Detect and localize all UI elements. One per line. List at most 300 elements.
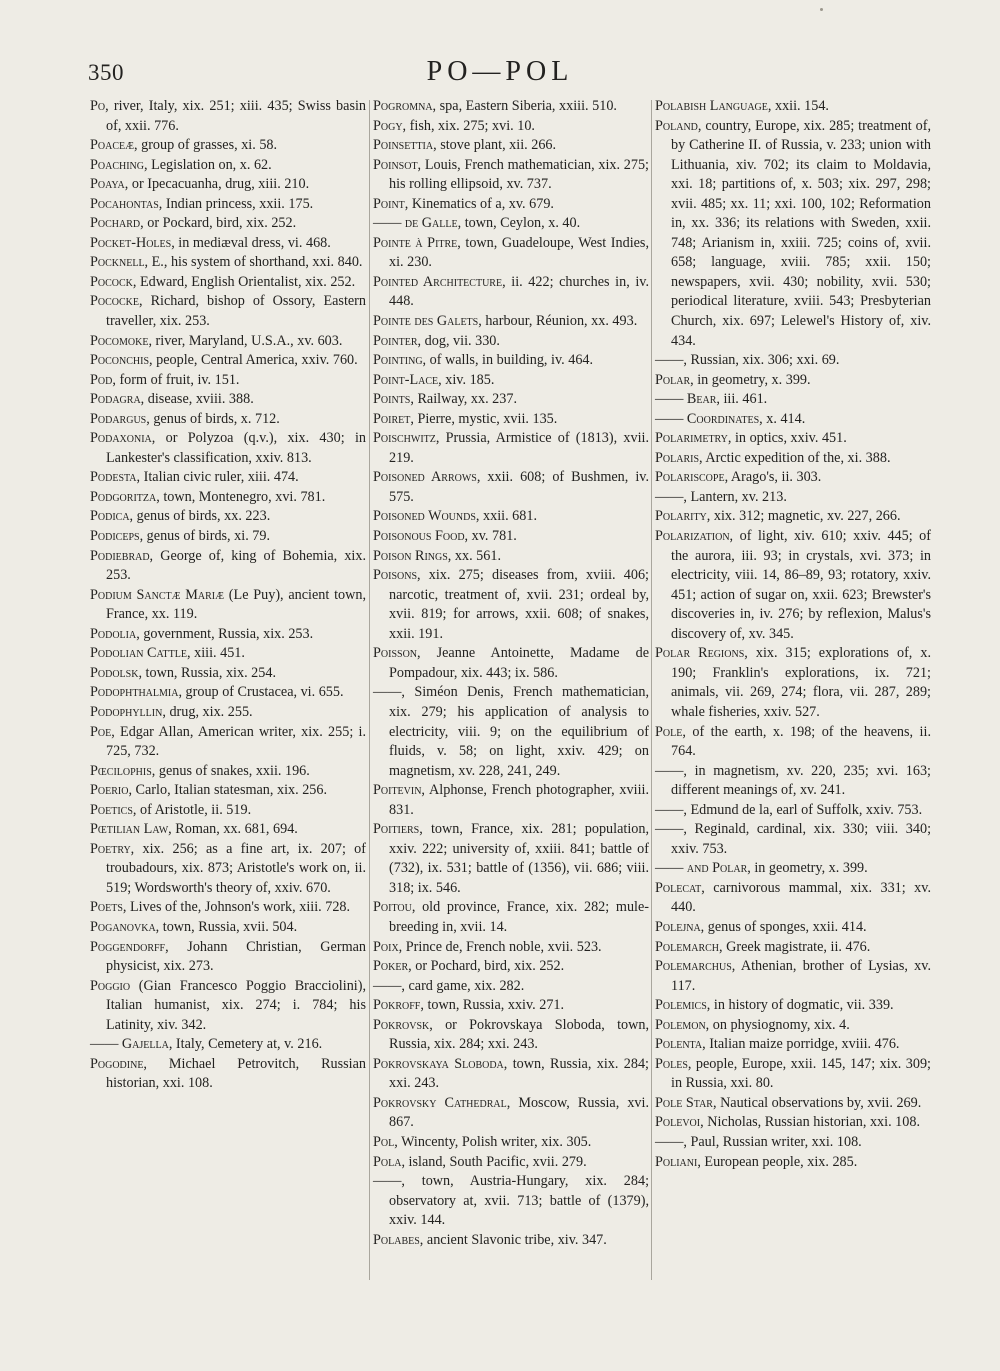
entry-references: town, Guadeloupe, West Indies, xi. 230. <box>389 234 650 271</box>
entry-references: people, Europe, xxii. 145, 147; xix. 309; in Russia, xxi. 80. <box>671 1055 932 1092</box>
index-entry <box>90 547 366 586</box>
running-head: PO—POL <box>426 56 574 87</box>
index-entry <box>655 351 931 371</box>
entry-headword: ——, <box>655 1133 687 1150</box>
entry-headword: —— Coordinates, <box>655 410 763 427</box>
entry-headword: Pointe des Galets, <box>373 313 482 330</box>
entry-references: fish, xix. 275; xvi. 10. <box>409 117 535 134</box>
entry-references: Prince de, French noble, xvii. 523. <box>405 938 602 955</box>
entry-references: in mediæval dress, vi. 468. <box>178 234 331 251</box>
entry-references: drug, xix. 255. <box>169 703 253 720</box>
entry-references: (Gian Francesco Poggio Bracciolini), Italian humanist, xix. 274; i. 784; his Latinity, xiv. 342. <box>106 977 366 1033</box>
entry-references: in geometry, x. 399. <box>754 860 868 877</box>
entry-headword: Podophthalmia, <box>90 684 182 701</box>
index-column-right <box>655 97 931 1337</box>
entry-references: Railway, xx. 237. <box>417 391 517 408</box>
index-entry <box>90 703 366 723</box>
entry-references: in history of dogmatic, vii. 339. <box>713 997 894 1014</box>
entry-headword: Poisson, <box>373 645 421 662</box>
entry-references: people, Central America, xxiv. 760. <box>156 352 358 369</box>
index-entry <box>90 898 366 918</box>
entry-references: dog, vii. 330. <box>424 332 500 349</box>
entry-headword: ——, <box>655 762 687 779</box>
index-entry <box>655 801 931 821</box>
entry-references: xix. 275; diseases from, xviii. 406; narcotic, treatment of, xvii. 231; ordeal by, xvii. 819; for arrows, xxii. 608; of snakes, xxii. 191. <box>389 567 649 642</box>
entry-headword: Poker, <box>373 958 412 975</box>
entry-headword: Poitevin, <box>373 782 425 799</box>
index-entry <box>655 879 931 918</box>
index-entry <box>373 1094 649 1133</box>
entry-headword: Podolia, <box>90 625 140 642</box>
entry-references: Indian princess, xxii. 175. <box>165 195 314 212</box>
entry-references: Jeanne Antoinette, Madame de Pompadour, xix. 443; ix. 586. <box>389 645 650 681</box>
index-entry <box>90 507 366 527</box>
entry-references: European people, xix. 285. <box>704 1153 858 1170</box>
entry-references: town, Austria-Hungary, xix. 284; observatory at, xvii. 713; battle of (1379), xxiv. 144. <box>389 1173 650 1229</box>
entry-headword: ——, <box>373 684 405 701</box>
column-divider <box>369 100 370 1280</box>
entry-headword: Pole, <box>655 723 686 740</box>
index-entry <box>655 390 931 410</box>
entry-headword: Poisonous Food, <box>373 528 469 545</box>
entry-references: town, Russia, xix. 254. <box>145 664 276 681</box>
entry-headword: Polejna, <box>655 918 705 935</box>
entry-references: ii. 422; churches in, iv. 448. <box>389 273 650 310</box>
entry-references: stove plant, xii. 266. <box>440 137 557 154</box>
index-entry <box>373 390 649 410</box>
entry-headword: Poisoned Wounds, <box>373 508 480 525</box>
index-entry <box>373 996 649 1016</box>
index-entry <box>655 957 931 996</box>
entry-headword: —— Gajella, <box>90 1036 173 1053</box>
entry-headword: Pointing, <box>373 352 427 369</box>
entry-headword: Polarization, <box>655 528 734 545</box>
entry-references: or Polyzoa (q.v.), xix. 430; in Lankester's classification, xxiv. 813. <box>106 430 366 466</box>
entry-references: of Aristotle, ii. 519. <box>139 801 252 818</box>
entry-headword: Poiret, <box>373 410 414 427</box>
entry-references: town, Russia, xvii. 504. <box>162 918 298 935</box>
entry-headword: Pokrovskaya Sloboda, <box>373 1055 508 1072</box>
entry-references: x. 414. <box>766 410 806 427</box>
entry-headword: Polariscope, <box>655 469 729 486</box>
entry-headword: Poerio, <box>90 782 132 799</box>
entry-references: or Ipecacuanha, drug, xiii. 210. <box>131 176 310 193</box>
entry-references: Prussia, Armistice of (1813), xvii. 219. <box>389 430 650 466</box>
index-entry <box>90 820 366 840</box>
index-entry <box>373 644 649 683</box>
entry-headword: Poix, <box>373 938 403 955</box>
entry-references: group of grasses, xi. 58. <box>141 137 278 154</box>
entry-headword: Poconchis, <box>90 352 153 369</box>
index-entry <box>373 429 649 468</box>
index-entry <box>655 97 931 117</box>
index-entry <box>90 1055 366 1094</box>
index-entry <box>373 1055 649 1094</box>
entry-headword: Polecat, <box>655 879 705 896</box>
entry-headword: Pochard, <box>90 215 144 232</box>
entry-references: genus of snakes, xxii. 196. <box>158 762 310 779</box>
entry-headword: —— de Galle, <box>373 215 462 232</box>
entry-headword: Poland, <box>655 117 702 134</box>
index-entry <box>373 527 649 547</box>
index-entry <box>90 136 366 156</box>
index-entry <box>373 683 649 781</box>
index-entry <box>90 234 366 254</box>
entry-headword: Poisons, <box>373 567 421 584</box>
index-entry <box>655 1113 931 1133</box>
entry-references: ancient Slavonic tribe, xiv. 347. <box>426 1231 607 1248</box>
index-entry <box>90 253 366 273</box>
entry-headword: Pococke, <box>90 293 143 310</box>
entry-references: Edgar Allan, American writer, xix. 255; i. 725, 732. <box>106 723 367 760</box>
entry-headword: Po, <box>90 98 109 114</box>
entry-headword: Pokroff, <box>373 997 424 1014</box>
entry-headword: Poets, <box>90 899 127 916</box>
index-entry <box>655 449 931 469</box>
entry-headword: Podiceps, <box>90 528 144 545</box>
index-entry <box>655 820 931 859</box>
entry-references: in geometry, x. 399. <box>697 371 811 388</box>
entry-references: of light, xiv. 610; xxiv. 445; of the aurora, iii. 93; in crystals, xvi. 373; in electricity, viii. 14, 86–89, 93; rotatory, xxiv. 451; action of sugar on, xxii. 623; Brewster's discoveries in, iv. 276; by reflexion, Malus's discovery of, xv. 345. <box>671 528 932 642</box>
index-entry <box>90 683 366 703</box>
index-entry <box>655 938 931 958</box>
entry-headword: Poisoned Arrows, <box>373 469 481 486</box>
entry-references: xiii. 451. <box>194 645 245 662</box>
entry-headword: ——, <box>373 977 405 994</box>
entry-headword: Pogodine, <box>90 1055 147 1072</box>
index-entry <box>90 840 366 899</box>
entry-headword: Podesta, <box>90 469 141 486</box>
index-entry <box>373 1172 649 1231</box>
entry-headword: ——, <box>655 488 687 505</box>
index-entry <box>373 156 649 195</box>
entry-headword: Pogromna, <box>373 98 437 114</box>
index-entry <box>373 410 649 430</box>
index-entry <box>373 898 649 937</box>
index-entry <box>90 586 366 625</box>
index-entry <box>90 918 366 938</box>
column-divider <box>651 100 652 1280</box>
entry-references: Arago's, ii. 303. <box>730 469 822 486</box>
index-entry <box>90 762 366 782</box>
index-entry <box>655 1016 931 1036</box>
entry-references: xix. 312; magnetic, xv. 227, 266. <box>713 508 901 525</box>
entry-headword: ——, <box>655 821 687 838</box>
entry-references: genus of birds, xi. 79. <box>146 528 271 545</box>
index-entry <box>90 390 366 410</box>
entry-references: Nicholas, Russian historian, xxi. 108. <box>707 1114 921 1131</box>
entry-references: xix. 315; explorations of, x. 190; Franklin's explorations, ix. 721; animals, vii. 269, 274; flora, vii. 287, 289; whale fisheries, xxiv. 527. <box>671 645 932 720</box>
entry-references: iii. 461. <box>723 391 768 408</box>
entry-headword: Poison Rings, <box>373 547 452 564</box>
index-entry <box>90 781 366 801</box>
index-entry <box>655 1094 931 1114</box>
entry-headword: Podiebrad, <box>90 547 154 564</box>
entry-references: xx. 561. <box>454 547 501 564</box>
entry-references: Pierre, mystic, xvii. 135. <box>417 410 558 427</box>
entry-references: George of, king of Bohemia, xix. 253. <box>106 547 366 584</box>
index-entry <box>90 468 366 488</box>
index-entry <box>90 429 366 468</box>
entry-references: Italian civic ruler, xiii. 474. <box>143 469 299 486</box>
entry-references: old province, France, xix. 282; mule-breeding in, xvii. 14. <box>389 899 650 935</box>
index-entry <box>373 938 649 958</box>
index-entry <box>655 762 931 801</box>
index-entry <box>655 1055 931 1094</box>
index-entry <box>373 312 649 332</box>
index-entry <box>655 488 931 508</box>
entry-headword: Polarity, <box>655 508 711 525</box>
entry-headword: Podargus, <box>90 410 150 427</box>
entry-headword: Poitiers, <box>373 821 423 838</box>
entry-references: Moscow, Russia, xvi. 867. <box>389 1094 649 1131</box>
index-entry <box>655 859 931 879</box>
entry-references: country, Europe, xix. 285; treatment of, by Catherine II. of Russia, v. 233; union with Lithuania, xiv. 702; its claim to Moldavia, xxi. 18; partitions of, x. 503; xix. 297, 298; xvii. 485; xx. 11; xxi. 100, 102; Reformation in, xx. 336; its relations with Sweden, xxii. 748; Arianism in, xxiii. 725; coins of, xvii. 658; language, xviii. 785; xxii. 150; newspapers, xvii. 430; nobility, xvii. 530; periodical literature, xviii. 543; Presbyterian Church, xix. 697; Lelewel's History of, xiv. 434. <box>671 117 931 349</box>
entry-references: xix. 256; as a fine art, ix. 207; of troubadours, xix. 873; Aristotle's work on, ii. 519; Wordsworth's theory of, xxiv. 670. <box>106 840 366 896</box>
entry-headword: Podgoritza, <box>90 488 160 505</box>
index-entry <box>373 1133 649 1153</box>
entry-headword: Poganovka, <box>90 918 160 935</box>
entry-references: Roman, xx. 681, 694. <box>175 821 298 838</box>
entry-headword: Pœtilian Law, <box>90 821 172 838</box>
index-column-middle <box>373 97 649 1337</box>
entry-references: or Pochard, bird, xix. 252. <box>415 958 565 975</box>
entry-headword: Point, <box>373 195 409 212</box>
index-entry <box>90 410 366 430</box>
index-entry <box>373 195 649 215</box>
entry-headword: Pokrovsky Cathedral, <box>373 1094 511 1111</box>
index-entry <box>373 117 649 137</box>
entry-headword: Polabish Language, <box>655 98 772 114</box>
page-number: 350 <box>88 60 124 85</box>
index-entry <box>655 723 931 762</box>
entry-headword: ——, <box>373 1173 405 1190</box>
index-entry <box>90 332 366 352</box>
entry-headword: Poinsettia, <box>373 137 437 154</box>
index-entry <box>655 1035 931 1055</box>
index-entry <box>373 332 649 352</box>
entry-references: Johann Christian, German physicist, xix. 273. <box>106 938 366 975</box>
entry-headword: Poe, <box>90 723 115 740</box>
index-entry <box>655 1133 931 1153</box>
entry-references: his system of shorthand, xxi. 840. <box>170 254 363 271</box>
entry-headword: Pœcilophis, <box>90 762 156 779</box>
entry-headword: Podolsk, <box>90 664 142 681</box>
entry-references: Reginald, cardinal, xix. 330; viii. 340; xxiv. 753. <box>671 821 932 857</box>
entry-references: town, Montenegro, xvi. 781. <box>163 488 326 505</box>
entry-references: Russian, xix. 306; xxi. 69. <box>690 352 840 369</box>
index-entry <box>655 371 931 391</box>
entry-headword: Pointe à Pitre, <box>373 234 461 251</box>
entry-headword: ——, <box>655 801 687 818</box>
index-entry <box>655 117 931 352</box>
entry-headword: Polaris, <box>655 449 703 466</box>
entry-references: Carlo, Italian statesman, xix. 256. <box>135 782 328 799</box>
entry-references: genus of sponges, xxii. 414. <box>707 918 867 935</box>
index-entry <box>373 1153 649 1173</box>
entry-references: carnivorous mammal, xix. 331; xv. 440. <box>671 879 931 916</box>
index-entry <box>90 214 366 234</box>
entry-headword: Podaxonia, <box>90 430 156 447</box>
entry-references: xv. 781. <box>471 528 517 545</box>
entry-references: group of Crustacea, vi. 655. <box>185 684 344 701</box>
entry-headword: Pointed Architecture, <box>373 273 506 290</box>
index-entry <box>90 1035 366 1055</box>
entry-references: or Pokrovskaya Sloboda, town, Russia, xix. 284; xxi. 243. <box>389 1016 649 1053</box>
entry-headword: Poinsot, <box>373 156 422 173</box>
entry-headword: Podophyllin, <box>90 703 166 720</box>
entry-headword: Podolian Cattle, <box>90 645 191 662</box>
entry-references: Louis, French mathematician, xix. 275; his rolling ellipsoid, xv. 737. <box>389 156 649 193</box>
entry-headword: Polabes, <box>373 1231 424 1248</box>
index-entry <box>90 801 366 821</box>
entry-references: Nautical observations by, xvii. 269. <box>720 1094 922 1111</box>
entry-references: in magnetism, xv. 220, 235; xvi. 163; different meanings of, xv. 241. <box>671 762 931 799</box>
entry-references: or Pockard, bird, xix. 252. <box>147 215 297 232</box>
entry-headword: Polevoi, <box>655 1114 704 1131</box>
entry-references: town, Ceylon, x. 40. <box>464 215 581 232</box>
entry-references: Kinematics of a, xv. 679. <box>411 195 554 212</box>
entry-references: xxii. 681. <box>483 508 538 525</box>
entry-headword: Pokrovsk, <box>373 1016 433 1033</box>
entry-references: card game, xix. 282. <box>408 977 525 994</box>
entry-headword: Pol, <box>373 1133 398 1150</box>
entry-references: of walls, in building, iv. 464. <box>429 352 594 369</box>
entry-headword: Poetics, <box>90 801 137 818</box>
entry-references: disease, xviii. 388. <box>147 391 254 408</box>
index-entry <box>90 175 366 195</box>
entry-headword: Pod, <box>90 371 116 388</box>
entry-headword: Polar Regions, <box>655 645 748 662</box>
index-entry <box>373 371 649 391</box>
entry-headword: ——, <box>655 352 687 369</box>
index-column-left <box>90 97 366 1337</box>
index-entry <box>90 527 366 547</box>
entry-references: Italy, Cemetery at, v. 216. <box>175 1036 323 1053</box>
index-entry <box>90 625 366 645</box>
entry-references: form of fruit, iv. 151. <box>119 371 240 388</box>
entry-references: Edward, English Orientalist, xix. 252. <box>140 273 356 290</box>
index-entry <box>655 1153 931 1173</box>
entry-references: island, South Pacific, xvii. 279. <box>408 1153 587 1170</box>
index-entry <box>90 664 366 684</box>
index-entry <box>373 351 649 371</box>
index-entry <box>373 781 649 820</box>
index-entry <box>373 1016 649 1055</box>
entry-headword: Podagra, <box>90 391 145 408</box>
index-entry <box>655 410 931 430</box>
index-entry <box>373 507 649 527</box>
index-entry <box>655 429 931 449</box>
index-entry <box>373 547 649 567</box>
entry-references: town, France, xix. 281; population, xxiv. 222; university of, xxiii. 841; battle of (732), ix. 531; battle of (1356), vii. 686; viii. 318; ix. 546. <box>389 821 649 896</box>
index-entry <box>655 527 931 644</box>
entry-headword: Polemics, <box>655 997 711 1014</box>
entry-references: Lantern, xv. 213. <box>690 488 787 505</box>
index-entry <box>373 273 649 312</box>
entry-headword: Poischwitz, <box>373 430 440 447</box>
entry-references: Michael Petrovitch, Russian historian, xxi. 108. <box>106 1055 367 1092</box>
index-entry <box>90 195 366 215</box>
entry-references: genus of birds, x. 712. <box>153 410 280 427</box>
entry-headword: Polarimetry, <box>655 430 732 447</box>
index-entry <box>90 644 366 664</box>
entry-headword: Poetry, <box>90 840 135 857</box>
entry-headword: Poaceæ, <box>90 137 138 154</box>
index-entry <box>373 566 649 644</box>
entry-references: xxii. 608; of Bushmen, iv. 575. <box>389 469 650 505</box>
entry-references: Siméon Denis, French mathematician, xix. 279; his application of analysis to electricity, viii. 9; on the equilibrium of fluids, v. 58; on light, xxiv. 429; on magnetism, xv. 228, 241, 249. <box>389 684 649 779</box>
entry-references: on physiognomy, xix. 4. <box>712 1016 850 1033</box>
entry-headword: —— and Polar, <box>655 860 751 877</box>
entry-headword: Poaching, <box>90 156 148 173</box>
entry-references: Wincenty, Polish writer, xix. 305. <box>401 1133 592 1150</box>
entry-references: Lives of the, Johnson's work, xiii. 728. <box>129 899 351 916</box>
entry-references: town, Russia, xxiv. 271. <box>427 997 565 1014</box>
entry-references: Richard, bishop of Ossory, Eastern traveller, xix. 253. <box>106 293 367 330</box>
index-entry <box>373 977 649 997</box>
entry-references: genus of birds, xx. 223. <box>136 508 271 525</box>
entry-headword: Pocock, <box>90 273 137 290</box>
entry-references: river, Italy, xix. 251; xiii. 435; Swiss basin of, xxii. 776. <box>106 98 367 134</box>
index-entry <box>655 996 931 1016</box>
entry-headword: Pocket-Holes, <box>90 234 175 251</box>
index-entry <box>373 820 649 898</box>
entry-references: government, Russia, xix. 253. <box>143 625 314 642</box>
index-entry <box>655 644 931 722</box>
entry-references: spa, Eastern Siberia, xxiii. 510. <box>439 98 617 114</box>
entry-references: xxii. 154. <box>774 98 829 114</box>
index-entry <box>90 938 366 977</box>
entry-headword: Poggendorff, <box>90 938 169 955</box>
entry-headword: Pointer, <box>373 332 422 349</box>
entry-headword: Pocahontas, <box>90 195 163 212</box>
entry-headword: Pogy, <box>373 117 407 134</box>
entry-headword: Poaya, <box>90 176 129 193</box>
entry-headword: Polemon, <box>655 1016 710 1033</box>
entry-headword: Pocknell, E., <box>90 254 168 271</box>
entry-references: in optics, xxiv. 451. <box>734 430 847 447</box>
entry-headword: Polemarch, <box>655 938 723 955</box>
index-entry <box>90 977 366 1036</box>
entry-headword: Pole Star, <box>655 1094 717 1111</box>
index-entry <box>90 292 366 331</box>
entry-references: Legislation on, x. 62. <box>151 156 272 173</box>
entry-references: Athenian, brother of Lysias, xv. 117. <box>671 958 931 994</box>
entry-headword: Pocomoke, <box>90 332 152 349</box>
entry-headword: Podica, <box>90 508 134 525</box>
index-entry <box>655 918 931 938</box>
index-entry <box>90 273 366 293</box>
entry-headword: Poggio <box>90 977 131 994</box>
index-entry <box>655 468 931 488</box>
index-entry <box>90 371 366 391</box>
index-entry <box>90 351 366 371</box>
entry-headword: Podium Sanctæ Mariæ <box>90 586 225 603</box>
entry-headword: Polenta, <box>655 1036 706 1053</box>
entry-references: river, Maryland, U.S.A., xv. 603. <box>155 332 343 349</box>
entry-headword: Point-Lace, <box>373 371 442 388</box>
entry-references: harbour, Réunion, xx. 493. <box>485 313 638 330</box>
entry-headword: Poitou, <box>373 899 416 916</box>
entry-references: Paul, Russian writer, xxi. 108. <box>690 1133 862 1150</box>
entry-headword: Polar, <box>655 371 694 388</box>
entry-references: Arctic expedition of the, xi. 388. <box>705 449 891 466</box>
index-entry <box>373 1231 649 1251</box>
entry-headword: Pola, <box>373 1153 405 1170</box>
entry-references: Edmund de la, earl of Suffolk, xxiv. 753. <box>690 801 923 818</box>
entry-references: town, Russia, xix. 284; xxi. 243. <box>389 1055 649 1092</box>
